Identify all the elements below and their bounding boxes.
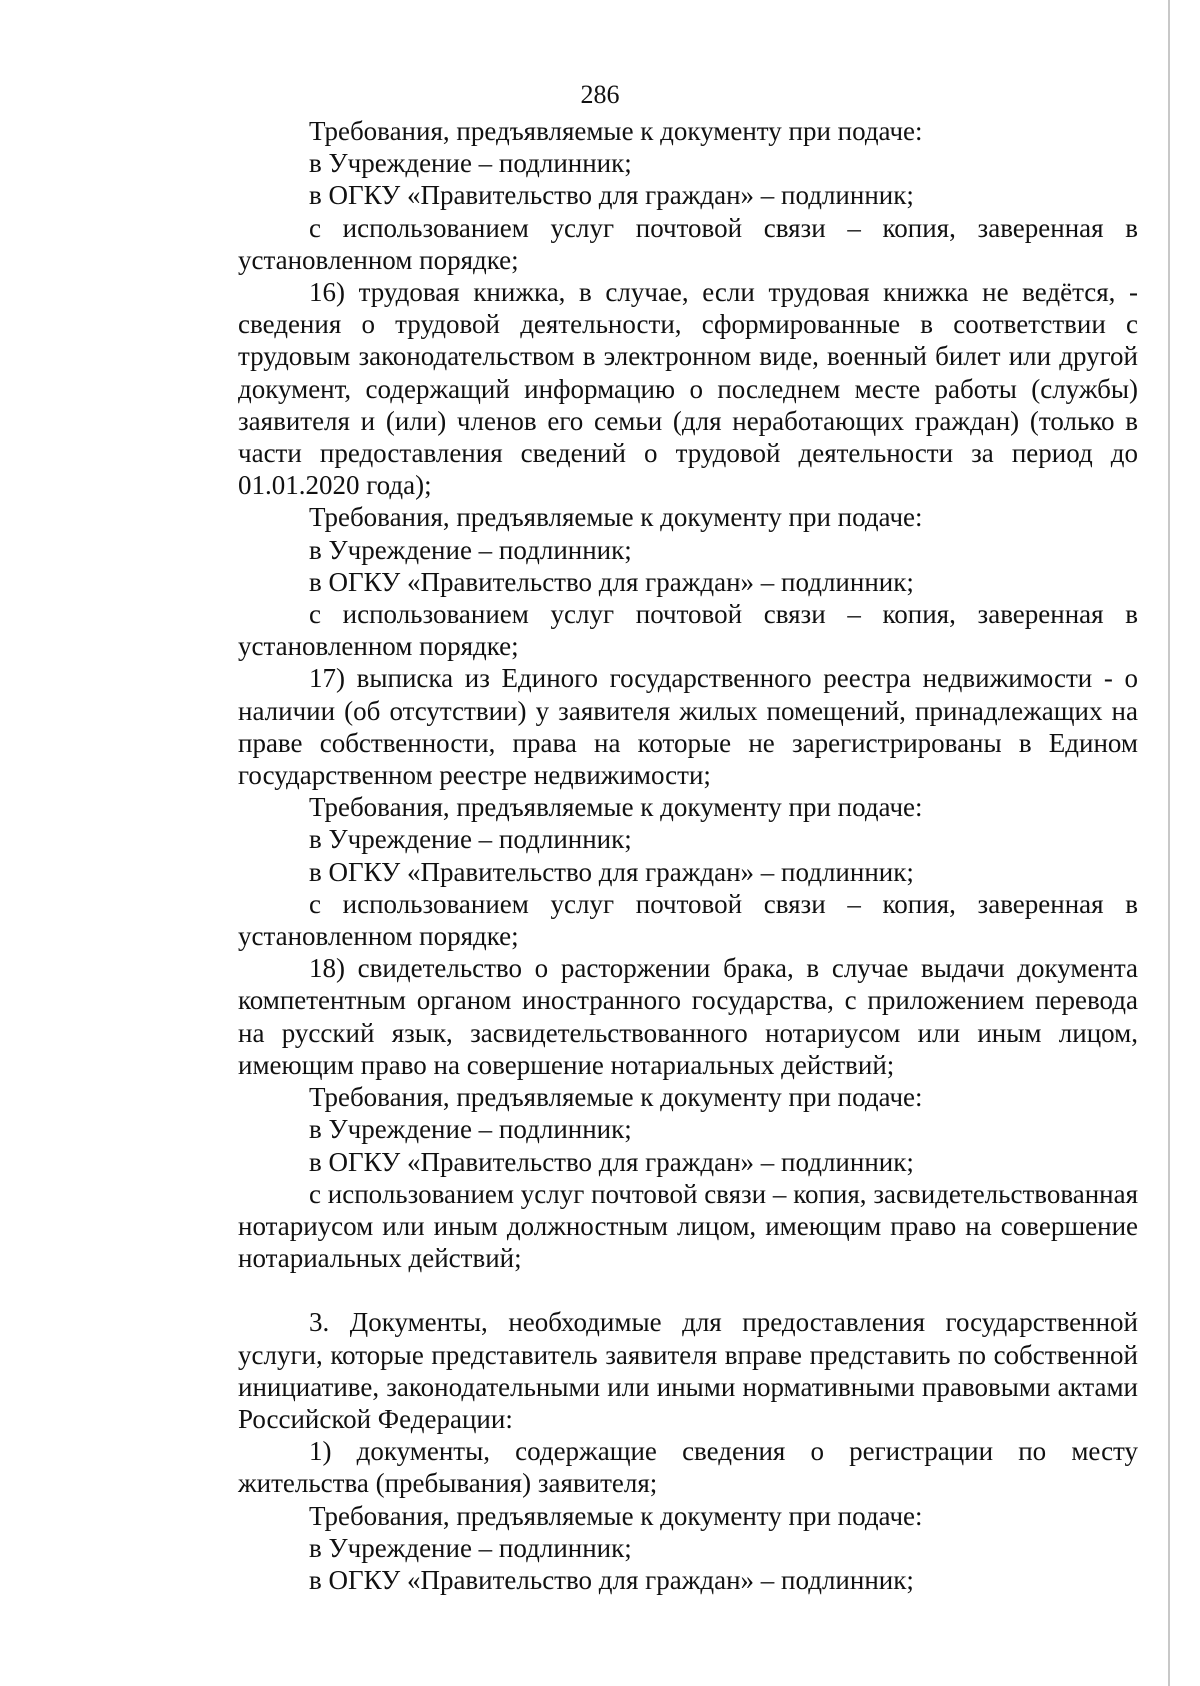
requirement-institution: в Учреждение – подлинник;: [309, 534, 632, 565]
requirement-ogku: в ОГКУ «Правительство для граждан» – подлинник;: [309, 1564, 914, 1595]
requirement-institution: в Учреждение – подлинник;: [309, 824, 632, 855]
requirement-postal: с использованием услуг почтовой связи – копия, заверенная в установленном порядке;: [238, 888, 1138, 952]
item-16-work-record: 16) трудовая книжка, в случае, если трудовая книжка не ведётся, - сведения о трудовой деятельности, сформированные в соответствии с трудовым законодательством в электронном виде, военный билет или другой документ, содержащий информацию о последнем месте работы (службы) заявителя и (или) членов его семьи (для неработающих граждан) (только в части предоставления сведений о трудовой деятельности за период до 01.01.2020 года);: [238, 277, 1138, 501]
document-body: [238, 115, 1138, 1596]
item-18-divorce-certificate: 18) свидетельство о расторжении брака, в случае выдачи документа компетентным органом иностранного государства, с приложением перевода на русский язык, засвидетельствованного нотариусом или иным лицом, имеющим право на совершение нотариальных действий;: [238, 953, 1138, 1080]
requirements-heading: Требования, предъявляемые к документу при подаче:: [309, 1082, 923, 1113]
requirement-postal: с использованием услуг почтовой связи – копия, заверенная в установленном порядке;: [238, 599, 1138, 662]
requirements-heading: Требования, предъявляемые к документу при подаче:: [309, 116, 923, 146]
requirements-heading: Требования, предъявляемые к документу при подаче:: [309, 502, 923, 533]
item-17-registry-extract: 17) выписка из Единого государственного реестра недвижимости - о наличии (об отсутствии) у заявителя жилых помещений, принадлежащих на праве собственности, права на которые не зарегистрированы в Едином государственном реестре недвижимости;: [238, 663, 1138, 791]
page-number: 286: [580, 80, 620, 109]
requirement-postal-notarized: с использованием услуг почтовой связи – копия, засвидетельствованная нотариусом или иным должностным лицом, имеющим право на совершение нотариальных действий;: [238, 1178, 1138, 1274]
requirement-postal: с использованием услуг почтовой связи – копия, заверенная в установленном порядке;: [238, 212, 1138, 275]
page-edge-line: [1168, 0, 1170, 1686]
requirements-heading: Требования, предъявляемые к документу при подаче:: [309, 1500, 923, 1531]
item-1-registration-documents: 1) документы, содержащие сведения о регистрации по месту жительства (пребывания) заявителя;: [238, 1436, 1138, 1499]
requirement-ogku: в ОГКУ «Правительство для граждан» – подлинник;: [309, 180, 914, 211]
requirements-heading: Требования, предъявляемые к документу при подаче:: [309, 792, 923, 823]
requirement-institution: в Учреждение – подлинник;: [309, 1532, 632, 1563]
requirement-ogku: в ОГКУ «Правительство для граждан» – подлинник;: [309, 856, 914, 887]
requirement-institution: в Учреждение – подлинник;: [309, 148, 632, 179]
requirement-institution: в Учреждение – подлинник;: [309, 1114, 632, 1145]
requirement-ogku: в ОГКУ «Правительство для граждан» – подлинник;: [309, 1146, 914, 1177]
requirement-ogku: в ОГКУ «Правительство для граждан» – подлинник;: [309, 566, 914, 597]
section-gap: [238, 1274, 1138, 1306]
section-3-optional-documents: 3. Документы, необходимые для предоставления государственной услуги, которые представитель заявителя вправе представить по собственной инициативе, законодательными или иными нормативными правовыми актами Российской Федерации:: [238, 1307, 1138, 1434]
